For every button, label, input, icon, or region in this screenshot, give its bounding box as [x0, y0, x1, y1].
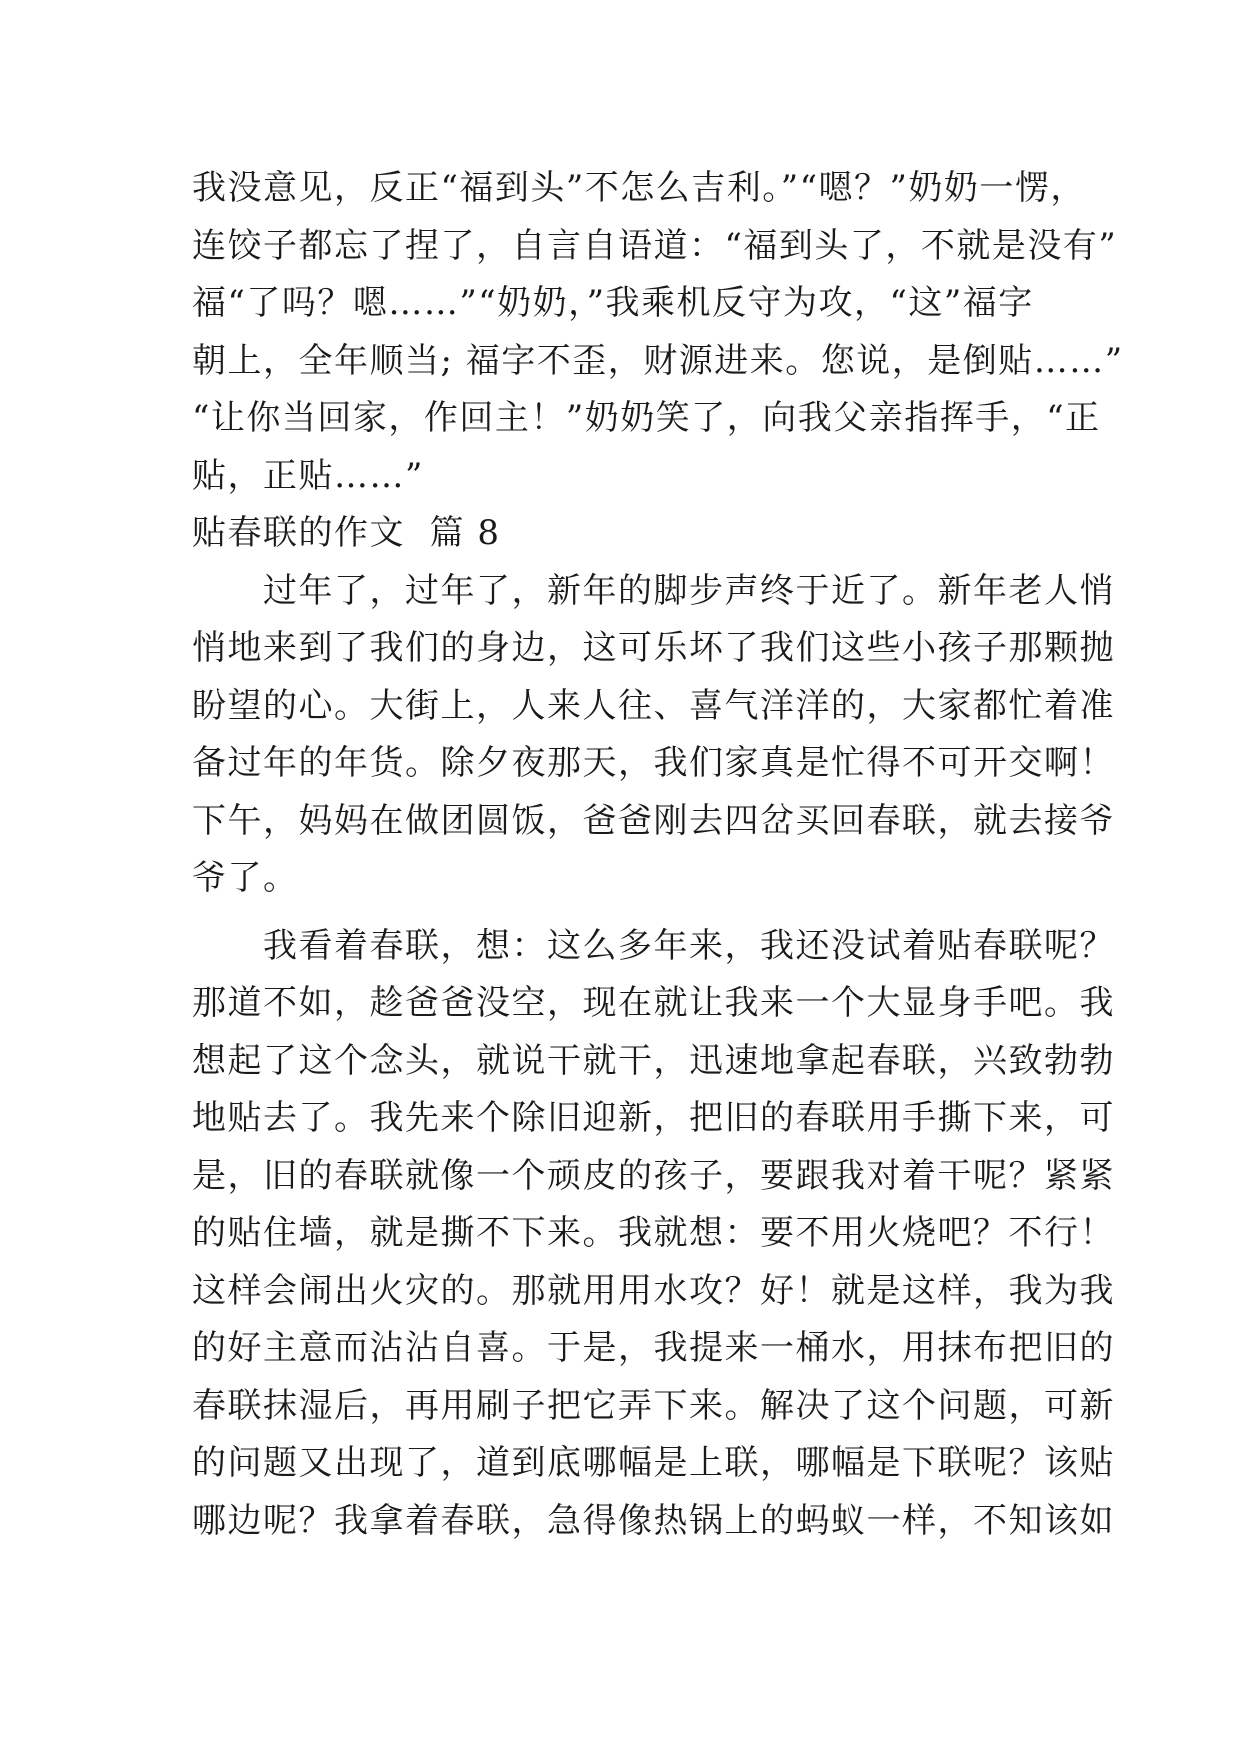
text-line: 地贴去了。我先来个除旧迎新，把旧的春联用手撕下来，可: [192, 1098, 1115, 1138]
text-line: “让你当回家，作回主！”奶奶笑了，向我父亲指挥手，“正: [192, 398, 1101, 438]
text-line: 春联抹湿后，再用刷子把它弄下来。解决了这个问题，可新: [192, 1385, 1115, 1426]
text-line: 盼望的心。大街上，人来人往、喜气洋洋的，大家都忙着准: [192, 685, 1115, 726]
text-line: 福“了吗？嗯……”“奶奶，”我乘机反守为攻，“这”福字: [192, 283, 1034, 323]
text-line: 悄地来到了我们的身边，这可乐坏了我们这些小孩子那颗抛: [192, 628, 1115, 668]
text-line: 想起了这个念头，就说干就干，迅速地拿起春联，兴致勃勃: [192, 1040, 1115, 1081]
text-line: 的问题又出现了，道到底哪幅是上联，哪幅是下联呢？该贴: [192, 1443, 1115, 1483]
paragraph-spacer: [192, 908, 1048, 918]
text-line: 那道不如，趁爸爸没空，现在就让我来一个大显身手吧。我: [192, 983, 1115, 1023]
text-line: 爷了。: [192, 858, 299, 898]
text-line: 过年了，过年了，新年的脚步声终于近了。新年老人悄: [192, 570, 1115, 611]
text-line: 这样会闹出火灾的。那就用用水攻？好！就是这样，我为我: [192, 1270, 1115, 1311]
paragraph: [192, 918, 1115, 1551]
document-page: [192, 160, 1124, 1550]
text-line: 的好主意而沾沾自喜。于是，我提来一桶水，用抹布把旧的: [192, 1328, 1115, 1368]
text-line: 贴，正贴……”: [192, 455, 424, 496]
text-line: 朝上，全年顺当; 福字不歪，财源进来。您说，是倒贴……”: [192, 340, 1124, 381]
text-line: 我看着春联，想：这么多年来，我还没试着贴春联呢？: [192, 925, 1115, 966]
text-line: 备过年的年货。除夕夜那天，我们家真是忙得不可开交啊！: [192, 743, 1115, 783]
text-line: 是，旧的春联就像一个顽皮的孩子，要跟我对着干呢？紧紧: [192, 1155, 1115, 1196]
text-line: 我没意见，反正“福到头”不怎么吉利。”“嗯？”奶奶一愣，: [192, 168, 1086, 208]
continued-paragraph: [192, 160, 1124, 505]
paragraph: [192, 563, 1115, 908]
text-line: 下午，妈妈在做团圆饭，爸爸刚去四岔买回春联，就去接爷: [192, 800, 1115, 841]
text-line: 的贴住墙，就是撕不下来。我就想：要不用火烧吧？不行！: [192, 1213, 1115, 1253]
section-heading: 贴春联的作文 篇 8: [192, 513, 501, 553]
text-line: 哪边呢？我拿着春联，急得像热锅上的蚂蚁一样，不知该如: [192, 1500, 1115, 1541]
text-line: 连饺子都忘了捏了，自言自语道：“福到头了，不就是没有”: [192, 225, 1118, 266]
